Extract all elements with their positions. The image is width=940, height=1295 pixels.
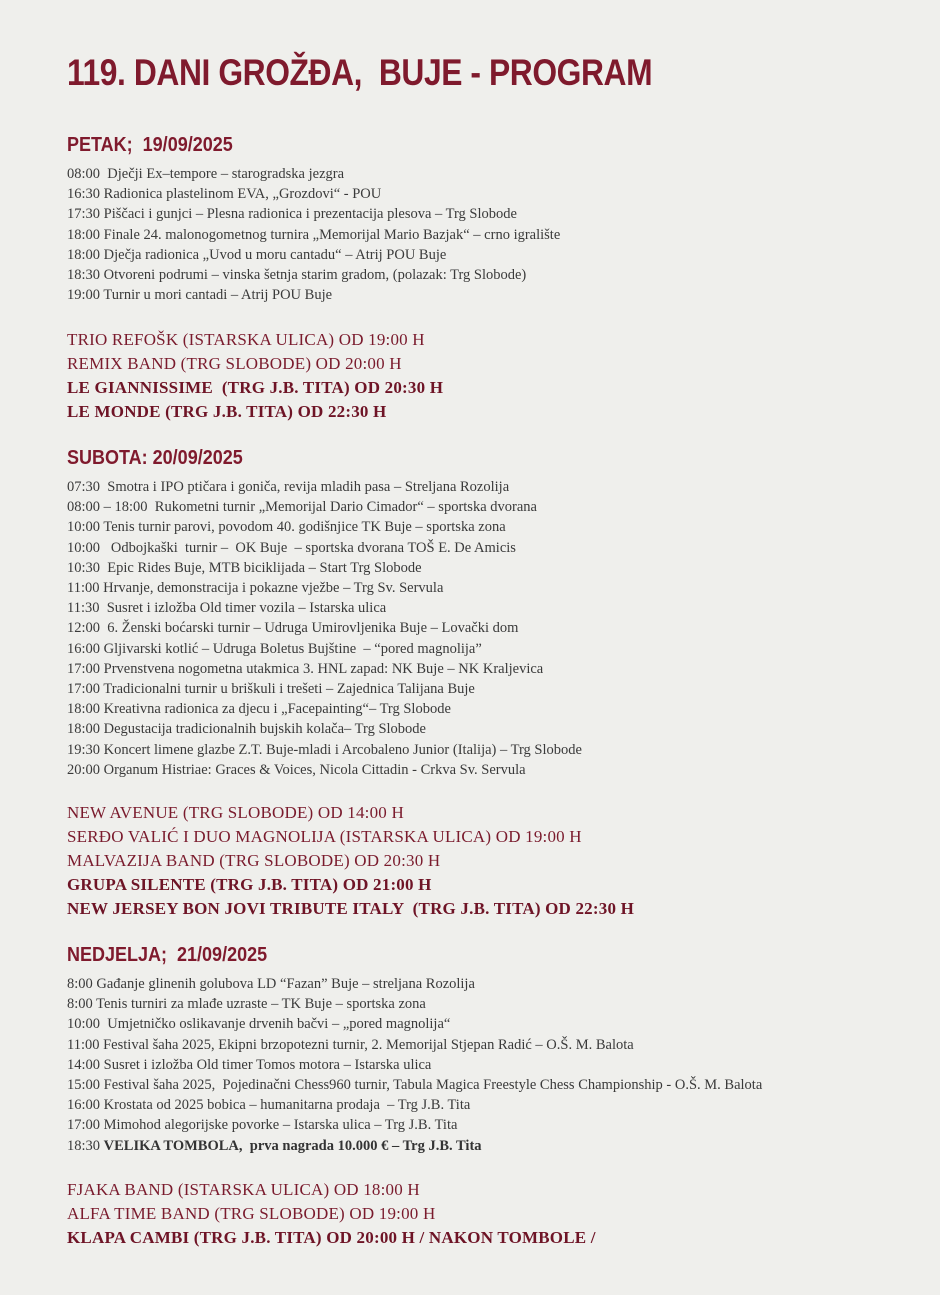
- act-item: REMIX BAND (TRG SLOBODE) OD 20:00 H: [67, 354, 402, 373]
- day-heading-sunday: NEDJELJA; 21/09/2025: [67, 944, 268, 966]
- event-item: 17:00 Mimohod alegorijske povorke – Istarska ulica – Trg J.B. Tita: [67, 1117, 458, 1134]
- event-item: 10:00 Umjetničko oslikavanje drvenih bačvi – „pored magnolija“: [67, 1016, 451, 1033]
- tombola-text: VELIKA TOMBOLA, prva nagrada 10.000 € – Trg J.B. Tita: [103, 1137, 482, 1154]
- event-item: 10:30 Epic Rides Buje, MTB biciklijada – Start Trg Slobode: [67, 559, 422, 576]
- act-item-headline: GRUPA SILENTE (TRG J.B. TITA) OD 21:00 H: [67, 875, 432, 894]
- event-item: 15:00 Festival šaha 2025, Pojedinačni Chess960 turnir, Tabula Magica Freestyle Chess Championship - O.Š. M. Balota: [67, 1077, 763, 1094]
- event-item: 19:30 Koncert limene glazbe Z.T. Buje-mladi i Arcobaleno Junior (Italija) – Trg Slobode: [67, 741, 582, 758]
- event-item: 20:00 Organum Histriae: Graces & Voices, Nicola Cittadin - Crkva Sv. Servula: [67, 761, 526, 778]
- event-list-saturday: [67, 477, 927, 780]
- event-item-tombola: [67, 1136, 927, 1156]
- event-item: 8:00 Gađanje glinenih golubova LD “Fazan” Buje – streljana Rozolija: [67, 976, 475, 992]
- event-item: 19:00 Turnir u mori cantadi – Atrij POU Buje: [67, 287, 333, 304]
- act-item: FJAKA BAND (ISTARSKA ULICA) OD 18:00 H: [67, 1180, 420, 1199]
- tombola-time: 18:30: [67, 1137, 101, 1154]
- act-item: TRIO REFOŠK (ISTARSKA ULICA) OD 19:00 H: [67, 330, 425, 349]
- event-list-friday: [67, 164, 927, 305]
- event-list-sunday: [67, 974, 927, 1156]
- event-item: 11:00 Festival šaha 2025, Ekipni brzopotezni turnir, 2. Memorijal Stjepan Radić – O.Š. M. Balota: [67, 1036, 634, 1053]
- act-item-headline: NEW JERSEY BON JOVI TRIBUTE ITALY (TRG J.B. TITA) OD 22:30 H: [67, 899, 635, 918]
- acts-list-friday: [67, 328, 927, 424]
- day-heading-saturday: SUBOTA: 20/09/2025: [67, 447, 243, 469]
- event-item: 17:30 Piščaci i gunjci – Plesna radionica i prezentacija plesova – Trg Slobode: [67, 206, 517, 223]
- event-item: 11:30 Susret i izložba Old timer vozila – Istarska ulica: [67, 600, 387, 617]
- act-item: NEW AVENUE (TRG SLOBODE) OD 14:00 H: [67, 803, 404, 822]
- act-item: SERĐO VALIĆ I DUO MAGNOLIJA (ISTARSKA ULICA) OD 19:00 H: [67, 827, 582, 846]
- act-item-headline: LE GIANNISSIME (TRG J.B. TITA) OD 20:30 H: [67, 378, 444, 397]
- event-item: 17:00 Tradicionalni turnir u briškuli i trešeti – Zajednica Talijana Buje: [67, 681, 475, 698]
- event-item: 10:00 Tenis turnir parovi, povodom 40. godišnjice TK Buje – sportska zona: [67, 519, 506, 536]
- event-item: 11:00 Hrvanje, demonstracija i pokazne vježbe – Trg Sv. Servula: [67, 580, 444, 597]
- event-item: 16:00 Krostata od 2025 bobica – humanitarna prodaja – Trg J.B. Tita: [67, 1097, 471, 1114]
- page-title: 119. DANI GROŽĐA, BUJE - PROGRAM: [67, 52, 653, 93]
- acts-list-saturday: [67, 801, 927, 921]
- event-item: 16:00 Gljivarski kotlić – Udruga Boletus Bujštine – “pored magnolija”: [67, 640, 482, 657]
- act-item: MALVAZIJA BAND (TRG SLOBODE) OD 20:30 H: [67, 851, 441, 870]
- event-item: 07:30 Smotra i IPO ptičara i goniča, revija mladih pasa – Streljana Rozolija: [67, 479, 510, 495]
- day-heading-friday: PETAK; 19/09/2025: [67, 134, 233, 156]
- act-item-headline: LE MONDE (TRG J.B. TITA) OD 22:30 H: [67, 402, 387, 421]
- event-item: 18:30 Otvoreni podrumi – vinska šetnja starim gradom, (polazak: Trg Slobode): [67, 267, 527, 284]
- act-item-headline: KLAPA CAMBI (TRG J.B. TITA) OD 20:00 H / NAKON TOMBOLE /: [67, 1228, 596, 1247]
- event-item: 18:00 Finale 24. malonogometnog turnira „Memorijal Mario Bazjak“ – crno igralište: [67, 226, 561, 243]
- event-item: 16:30 Radionica plastelinom EVA, „Grozdovi“ - POU: [67, 186, 382, 203]
- event-item: 8:00 Tenis turniri za mlađe uzraste – TK Buje – sportska zona: [67, 996, 426, 1013]
- event-item: 08:00 Dječji Ex–tempore – starogradska jezgra: [67, 166, 345, 182]
- event-item: 12:00 6. Ženski boćarski turnir – Udruga Umirovljenika Buje – Lovački dom: [67, 620, 519, 637]
- event-item: 18:00 Dječja radionica „Uvod u moru cantadu“ – Atrij POU Buje: [67, 246, 447, 263]
- event-item: 18:00 Kreativna radionica za djecu i „Facepainting“– Trg Slobode: [67, 701, 451, 718]
- event-item: 17:00 Prvenstvena nogometna utakmica 3. HNL zapad: NK Buje – NK Kraljevica: [67, 660, 544, 677]
- event-item: 18:00 Degustacija tradicionalnih bujskih kolača– Trg Slobode: [67, 721, 426, 738]
- act-item: ALFA TIME BAND (TRG SLOBODE) OD 19:00 H: [67, 1204, 436, 1223]
- event-item: 10:00 Odbojkaški turnir – OK Buje – sportska dvorana TOŠ E. De Amicis: [67, 539, 516, 556]
- acts-list-sunday: [67, 1178, 927, 1250]
- event-item: 08:00 – 18:00 Rukometni turnir „Memorijal Dario Cimador“ – sportska dvorana: [67, 499, 537, 516]
- event-item: 14:00 Susret i izložba Old timer Tomos motora – Istarska ulica: [67, 1056, 432, 1073]
